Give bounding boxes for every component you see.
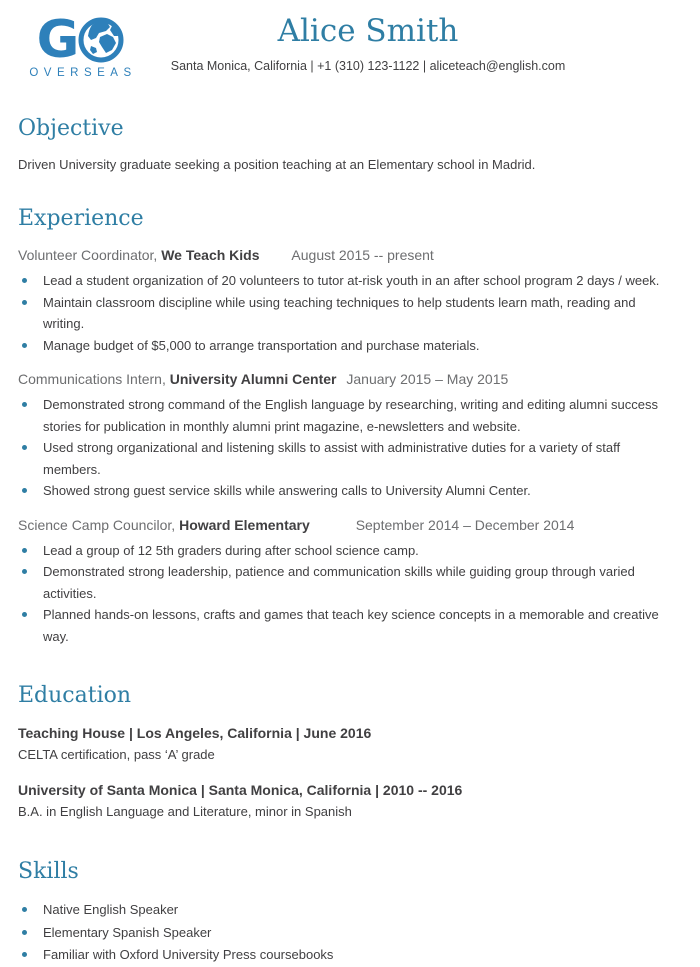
bullet-icon — [22, 402, 27, 407]
bullet-item — [18, 335, 680, 357]
job-title: Communications Intern, — [18, 371, 166, 387]
bullet-item — [18, 561, 680, 604]
objective-section — [18, 116, 680, 174]
bullet-icon — [22, 278, 27, 283]
logo-g-letter: G — [36, 10, 77, 70]
bullet-text: Lead a student organization of 20 volunteers to tutor at-risk youth in an after school program 2 days / week. — [43, 273, 660, 288]
bullet-text: Maintain classroom discipline while using teaching techniques to help students learn math, reading and writing. — [43, 294, 636, 331]
bullet-icon — [22, 930, 27, 935]
bullet-item — [18, 270, 680, 292]
skills-heading: Skills — [18, 859, 79, 884]
skill-item — [18, 922, 680, 945]
bullet-icon — [22, 548, 27, 553]
bullet-item — [18, 292, 680, 335]
bullet-text: Planned hands-on lessons, crafts and games that teach key science concepts in a memorable and creative way. — [43, 607, 659, 644]
objective-heading: Objective — [18, 116, 124, 141]
skills-section — [18, 859, 680, 967]
job-entry — [18, 247, 680, 356]
education-line: University of Santa Monica | Santa Monica, California | 2010 -- 2016 — [18, 782, 463, 798]
skill-item — [18, 944, 680, 967]
globe-icon — [76, 16, 125, 64]
experience-section — [18, 206, 680, 647]
job-title: Volunteer Coordinator, — [18, 247, 158, 263]
skills-list — [18, 899, 680, 967]
contact-line: Santa Monica, California | +1 (310) 123-1122 | aliceteach@english.com — [170, 59, 566, 73]
job-company: Howard Elementary — [179, 516, 310, 533]
job-company: We Teach Kids — [161, 247, 260, 263]
skill-text: Familiar with Oxford University Press coursebooks — [43, 947, 334, 962]
bullet-icon — [22, 300, 27, 305]
education-detail: CELTA certification, pass ‘A’ grade — [18, 747, 215, 762]
education-detail: B.A. in English Language and Literature, minor in Spanish — [18, 804, 352, 819]
logo-row — [22, 10, 140, 70]
job-header — [18, 371, 680, 387]
job-dates: August 2015 -- present — [291, 247, 434, 263]
bullet-icon — [22, 907, 27, 912]
job-dates: September 2014 – December 2014 — [355, 516, 575, 533]
bullet-icon — [22, 343, 27, 348]
bullet-item — [18, 437, 680, 480]
bullet-list — [18, 540, 680, 648]
job-entry — [18, 517, 680, 648]
go-overseas-logo — [22, 10, 140, 79]
bullet-icon — [22, 488, 27, 493]
skill-text: Elementary Spanish Speaker — [43, 924, 212, 940]
page-title: Alice Smith — [277, 13, 459, 49]
objective-text: Driven University graduate seeking a position teaching at an Elementary school in Madrid. — [18, 157, 536, 172]
education-entry — [18, 725, 680, 762]
bullet-text: Manage budget of $5,000 to arrange transportation and purchase materials. — [43, 337, 480, 353]
bullet-icon — [22, 952, 27, 957]
job-header — [18, 517, 680, 533]
bullet-item — [18, 394, 680, 437]
bullet-text: Demonstrated strong leadership, patience and communication skills while guiding group through varied activities. — [43, 564, 635, 601]
experience-heading: Experience — [18, 206, 144, 231]
job-entry — [18, 371, 680, 502]
resume-header — [18, 12, 680, 102]
bullet-list — [18, 394, 680, 502]
bullet-item — [18, 540, 680, 562]
bullet-text: Showed strong guest service skills while answering calls to University Alumni Center. — [43, 483, 531, 498]
job-header — [18, 247, 680, 263]
education-line: Teaching House | Los Angeles, California | June 2016 — [18, 725, 372, 741]
bullet-text: Used strong organizational and listening skills to assist with administrative duties for a variety of staff members. — [43, 440, 621, 477]
job-company: University Alumni Center — [169, 371, 337, 387]
bullet-icon — [22, 612, 27, 617]
bullet-text: Lead a group of 12 5th graders during after school science camp. — [43, 542, 419, 558]
bullet-list — [18, 270, 680, 356]
skill-text: Native English Speaker — [43, 902, 179, 917]
bullet-icon — [22, 445, 27, 450]
skill-item — [18, 899, 680, 922]
bullet-item — [18, 604, 680, 647]
job-title: Science Camp Councilor, — [18, 516, 176, 533]
bullet-text: Demonstrated strong command of the English language by researching, writing and editing alumni success stories for publication in monthly alumni print magazine, e-newsletters and website. — [43, 397, 658, 434]
education-heading: Education — [18, 683, 132, 708]
education-entry — [18, 782, 680, 819]
logo-wordmark: OVERSEAS — [29, 67, 137, 79]
job-dates: January 2015 – May 2015 — [346, 371, 509, 387]
bullet-item — [18, 480, 680, 502]
bullet-icon — [22, 569, 27, 574]
